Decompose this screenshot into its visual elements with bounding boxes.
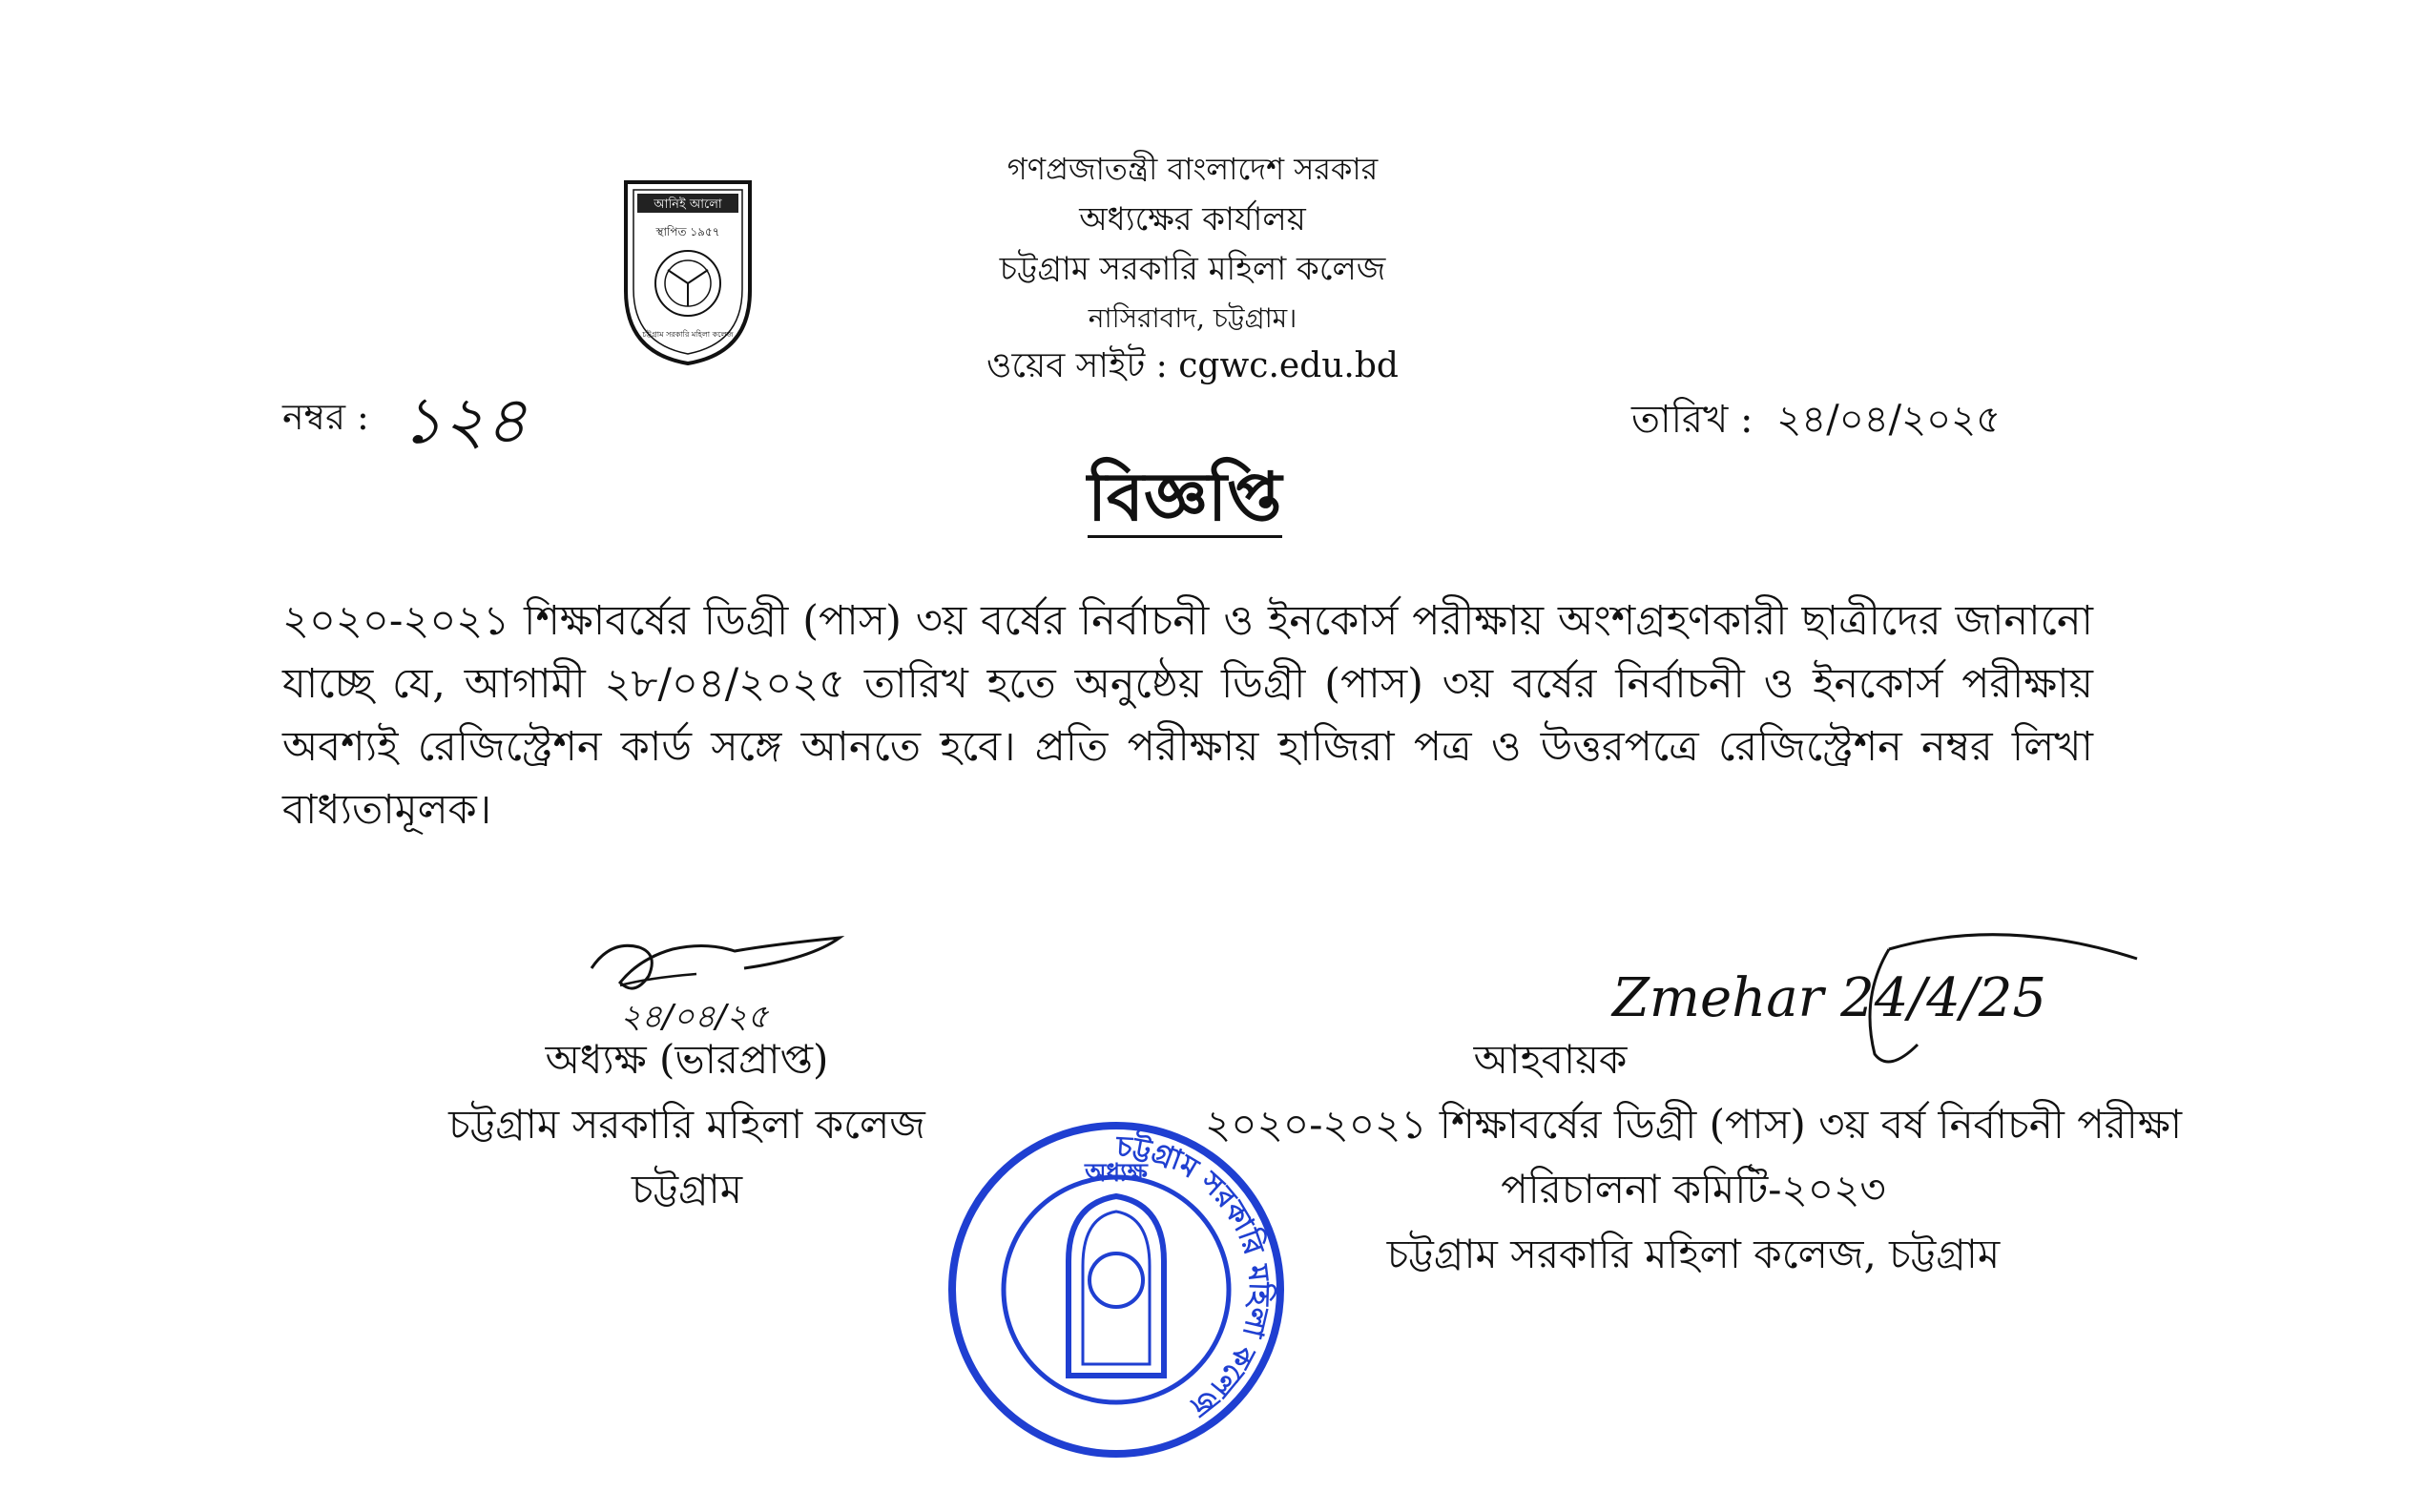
logo-ring-text: চট্টগ্রাম সরকারি মহিলা কলেজ [642,330,734,339]
logo-motto: আনিই আলো [654,197,722,212]
college-logo [620,176,756,367]
notice-title: বিজ্ঞপ্তি [1088,457,1282,536]
memo-date [1631,389,2001,453]
convener-signature-text: Zmehar 24/4/25 [1612,967,2047,1029]
letterhead [935,143,1450,391]
govt-name: গণপ্রজাতন্ত্রী বাংলাদেশ সরকার [1006,151,1379,187]
college-address: নাসিরাবাদ, চট্টগ্রাম। [1088,302,1297,334]
seal-ring-text: চট্টগ্রাম সরকারি মহিলা কলেজ [1115,1129,1276,1423]
memo-number-value: ১২৪ [401,383,528,459]
principal-title: অধ্যক্ষ (ভারপ্রাপ্ত) [545,1036,829,1083]
committee-line-1: ২০২০-২০২১ শিক্ষাবর্ষের ডিগ্রী (পাস) ৩য় বর্ষ নির্বাচনী পরীক্ষা [1204,1101,2183,1148]
logo-established: স্থাপিত ১৯৫৭ [655,225,720,238]
office-name: অধ্যক্ষের কার্যালয় [1079,200,1306,238]
notice-body: ২০২০-২০২১ শিক্ষাবর্ষের ডিগ্রী (পাস) ৩য় বর্ষের নির্বাচনী ও ইনকোর্স পরীক্ষায় অংশগ্রহণকারী ছাত্রীদের জানানো যাচ্ছে যে, আগামী ২৮/০৪/২০২৫ তারিখ হতে অনুষ্ঠেয় ডিগ্রী (পাস) ৩য় বর্ষের নির্বাচনী ও ইনকোর্স পরীক্ষায় অবশ্যই রেজিস্ট্রেশন কার্ড সঙ্গে আনতে হবে। প্রতি পরীক্ষায় হাজিরা পত্র ও উত্তরপত্রে রেজিস্ট্রেশন নম্বর লিখা বাধ্যতামূলক। [282,597,2093,834]
principal-college: চট্টগ্রাম সরকারি মহিলা কলেজ [448,1101,925,1148]
seal-top-text: অধ্যক্ষ [1085,1159,1148,1188]
convener-college: চট্টগ্রাম সরকারি মহিলা কলেজ, চট্টগ্রাম [1386,1231,2001,1277]
committee-line-2: পরিচালনা কমিটি-২০২৩ [1501,1166,1886,1212]
official-seal [944,1118,1288,1461]
convener-title: আহবায়ক [1473,1036,1628,1083]
principal-signature [582,930,849,1035]
college-name: চট্টগ্রাম সরকারি মহিলা কলেজ [999,250,1386,288]
memo-date-value: ২৪/০৪/২০২৫ [1776,398,2002,442]
principal-block [363,1028,1011,1219]
principal-signature-date: ২৪/০৪/২৫ [620,998,769,1035]
memo-number-label: নম্বর : [282,396,369,438]
memo-date-label: তারিখ : [1631,398,1754,442]
convener-block [1154,1028,2232,1277]
college-website: ওয়েব সাইট : cgwc.edu.bd [986,346,1399,385]
principal-city: চট্টগ্রাম [631,1166,743,1212]
